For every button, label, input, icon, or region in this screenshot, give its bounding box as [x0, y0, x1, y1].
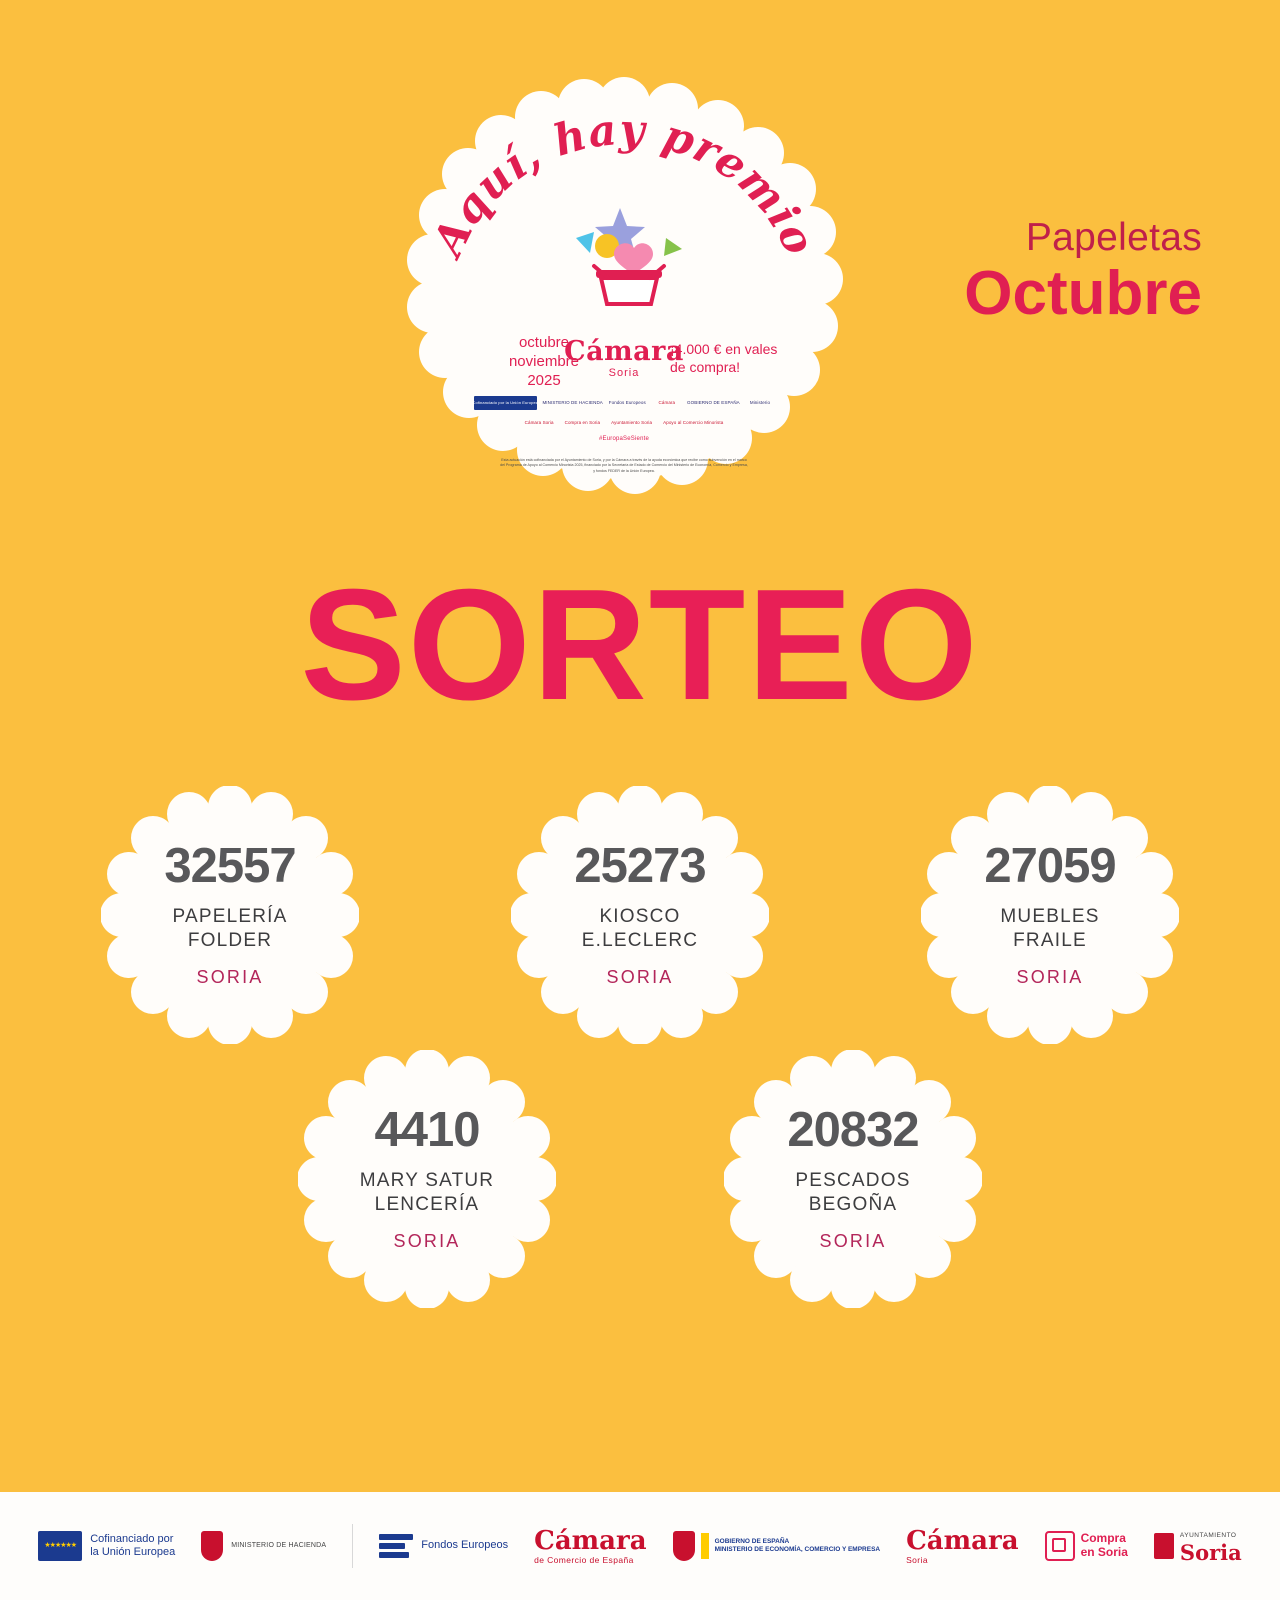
fondos-europeos-icon	[379, 1534, 413, 1558]
winner-shop	[984, 905, 1115, 953]
footer-ayto-big: Soria	[1179, 1539, 1242, 1565]
castle-tower-icon	[1154, 1533, 1174, 1559]
footer-camara-block	[534, 1525, 647, 1565]
winner-number: 4410	[374, 1103, 480, 1158]
winner-shop-line-2: E.LECLERC	[581, 930, 699, 951]
winner-shop-line-2: BEGOÑA	[808, 1194, 898, 1215]
footer-camara-espana	[534, 1525, 647, 1565]
eu-flag-icon: ★★★★★★	[38, 1531, 82, 1561]
footer-camara-soria-block	[906, 1525, 1019, 1565]
apoyo-comercio-minorista-logo-icon: Apoyo al Comercio Minorista	[663, 419, 724, 425]
winner-shop-line-1: MUEBLES	[1000, 906, 1100, 928]
seal-camara-sub: Soria	[608, 367, 640, 379]
footer-fondos-text: Fondos Europeos	[421, 1539, 509, 1552]
winner-city: SORIA	[1016, 966, 1084, 987]
footer-eu-logo	[38, 1531, 175, 1561]
winner-shop-line-2: FOLDER	[187, 930, 273, 951]
seal-hashtag: #EuropaSeSiente	[598, 436, 650, 442]
papeletas-heading	[964, 218, 1202, 326]
promo-seal	[404, 76, 844, 506]
footer-camara-soria-name: Cámara	[906, 1525, 1019, 1556]
footer-compra-text	[1081, 1532, 1128, 1560]
footer-compra-line-1: Compra	[1080, 1531, 1126, 1546]
winner-number: 32557	[164, 839, 296, 894]
seal-logo-row-2	[474, 416, 774, 430]
spain-coat-of-arms-icon	[201, 1531, 223, 1561]
winner-city: SORIA	[819, 1230, 887, 1251]
winner-city: SORIA	[196, 966, 264, 987]
camara-espana-logo-icon: Cámara	[658, 399, 676, 405]
seal-prize-line-2: de compra!	[670, 359, 741, 376]
footer-ministerio-text: MINISTERIO DE HACIENDA	[231, 1541, 327, 1549]
papeletas-label: Papeletas	[1025, 216, 1202, 259]
winner-shop	[574, 905, 705, 953]
seal-camara-logo	[564, 338, 684, 379]
winner-shop	[360, 1169, 494, 1217]
winner-shop-line-1: MARY SATUR	[359, 1170, 495, 1192]
footer-ayto-top: AYUNTAMIENTO	[1179, 1532, 1237, 1540]
seal-sponsor-logos	[474, 396, 774, 442]
winner-number: 20832	[787, 1103, 919, 1158]
footer-camara-sub: de Comercio de España	[534, 1554, 634, 1565]
seal-prize-line-1: ¡4.000 € en vales	[670, 341, 778, 357]
shopping-house-icon	[1045, 1531, 1075, 1561]
footer-ayuntamiento-soria	[1154, 1528, 1242, 1563]
winners-row-bottom	[0, 1050, 1280, 1308]
winner-shop-line-1: KIOSCO	[599, 906, 681, 928]
footer-compra-line-2: en Soria	[1080, 1545, 1128, 1559]
winner-shop-line-2: LENCERÍA	[374, 1194, 480, 1215]
winner-badge	[921, 786, 1179, 1044]
winner-number: 25273	[574, 839, 706, 894]
winner-badge	[101, 786, 359, 1044]
gobierno-yellow-bar-icon	[701, 1533, 709, 1559]
winner-badge	[511, 786, 769, 1044]
page-title: SORTEO	[300, 557, 980, 733]
footer-camara-soria	[906, 1525, 1019, 1565]
gobierno-espana-logo-icon: GOBIERNO DE ESPAÑA	[687, 399, 740, 405]
footer-divider	[352, 1524, 353, 1568]
winner-city: SORIA	[606, 966, 674, 987]
camara-soria-logo-icon: Cámara Soria	[524, 419, 554, 425]
footer-eu-text	[90, 1533, 175, 1559]
seal-prize-text	[670, 340, 800, 376]
seal-arc-label: Aquí, hay premio	[423, 105, 825, 264]
seal-legal-text: Esta actuación está cofinanciada por el Ayuntamiento de Soria, y por la Cámara a través de la ayuda económica que recibe como subvención en el marco del Programa de Apoyo al Comercio Minorista 2025, financiado por la Secretaría de Estado de Comercio del Ministerio de Economía, Comercio y Empresa, y fondos FEDER de la Unión Europea.	[500, 458, 748, 473]
winner-badge	[724, 1050, 982, 1308]
seal-date-line-2: noviembre	[508, 352, 580, 370]
footer-camara-name: Cámara	[534, 1525, 647, 1556]
papeletas-month: Octubre	[964, 259, 1202, 328]
footer-eu-line-1: Cofinanciado por	[90, 1532, 174, 1545]
footer-compra-en-soria	[1045, 1531, 1128, 1561]
winner-shop-line-1: PESCADOS	[795, 1170, 911, 1192]
footer-gobierno-line-1: GOBIERNO DE ESPAÑA	[714, 1537, 790, 1545]
winner-shop	[164, 905, 295, 953]
winner-city: SORIA	[393, 1230, 461, 1251]
winner-shop-line-1: PAPELERÍA	[172, 906, 288, 928]
winner-shop-line-2: FRAILE	[1013, 930, 1087, 951]
footer-gobierno-espana	[673, 1531, 881, 1561]
compra-en-soria-logo-icon: Compra en Soria	[564, 419, 601, 425]
footer-eu-line-2: la Unión Europea	[90, 1546, 176, 1558]
footer-logo-bar	[0, 1492, 1280, 1600]
footer-camara-soria-sub: Soria	[906, 1554, 928, 1565]
ayuntamiento-soria-logo-icon: Ayuntamiento Soria	[611, 419, 653, 425]
eu-logo-icon: Cofinanciado por la Unión Europea	[474, 396, 537, 410]
winners-row-top	[0, 786, 1280, 1044]
ministerio-economia-logo-icon: Ministerio	[749, 399, 771, 405]
winner-badge	[298, 1050, 556, 1308]
footer-gobierno-line-2: MINISTERIO DE ECONOMÍA, COMERCIO Y EMPRESA	[714, 1546, 881, 1553]
footer-fondos-europeos	[379, 1534, 508, 1558]
seal-date-line-3: 2025	[527, 371, 561, 389]
winner-number: 27059	[984, 839, 1116, 894]
footer-ministerio-hacienda	[201, 1531, 326, 1561]
gift-box-illustration	[574, 196, 684, 311]
footer-gobierno-text	[715, 1538, 881, 1555]
seal-camara-name: Cámara	[564, 336, 684, 367]
seal-date-line-1: octubre	[518, 334, 570, 351]
winner-shop	[787, 1169, 918, 1217]
winners-section	[0, 786, 1280, 1308]
fondos-europeos-logo-icon: Fondos Europeos	[608, 399, 646, 405]
ministerio-hacienda-logo-icon: MINISTERIO DE HACIENDA	[542, 399, 603, 405]
gobierno-shield-icon	[673, 1531, 695, 1561]
seal-logo-row-1	[474, 396, 774, 410]
footer-ayto-text	[1180, 1528, 1242, 1563]
